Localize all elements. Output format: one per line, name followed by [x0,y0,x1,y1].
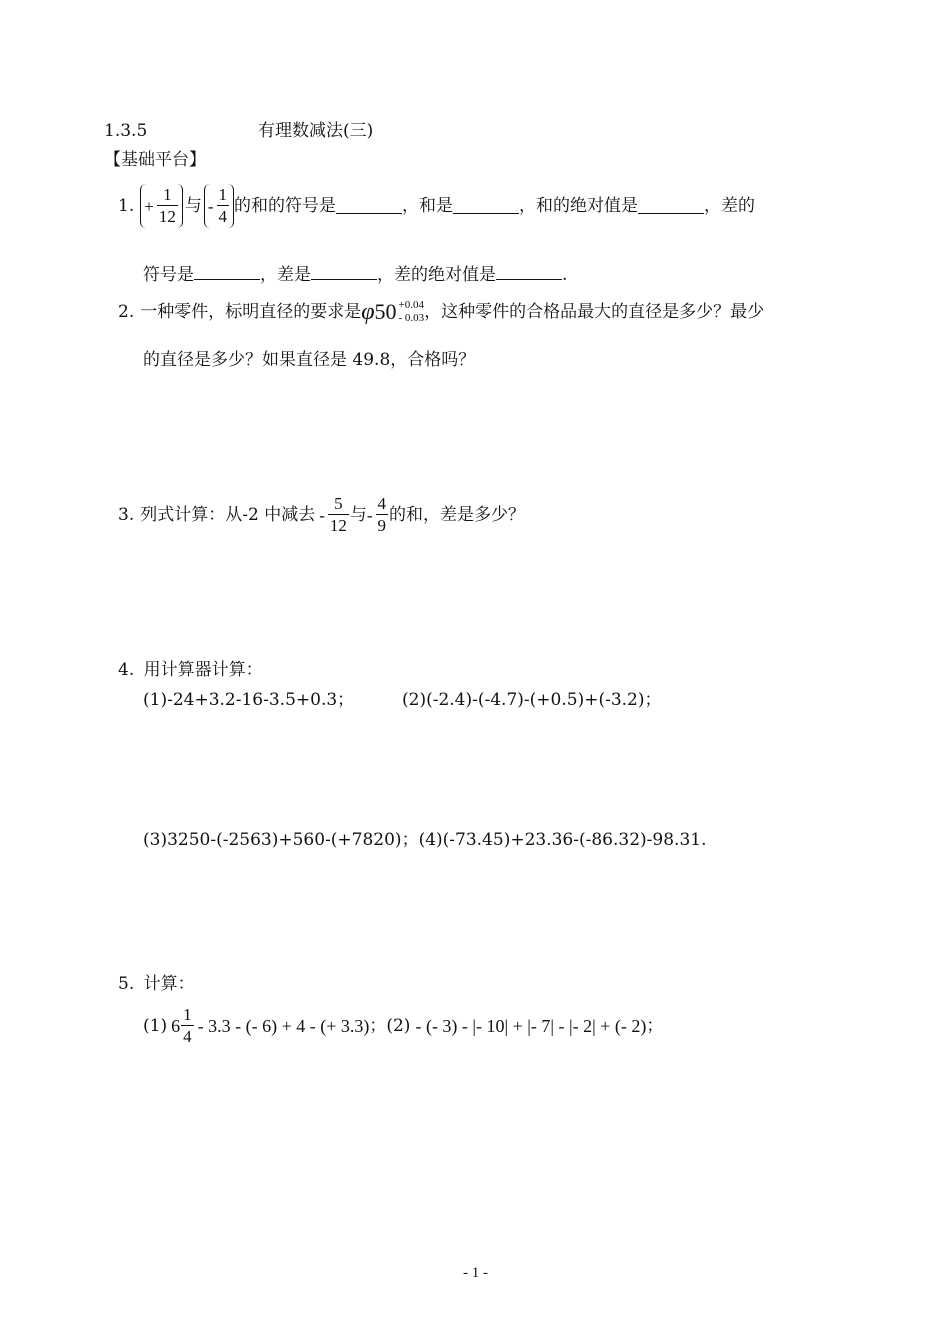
diameter-base: 50 [374,299,397,324]
denominator: 4 [183,1027,192,1046]
part-label: (2) [386,1015,411,1036]
question-3 [118,492,525,538]
question-2-line-1 [118,292,764,332]
minus-sign: - [366,505,373,525]
question-4-parts-3-4: (3)3250-(-2563)+560-(+7820)；(4)(-73.45)+23.36-(-86.32)-98.31. [143,830,707,850]
question-text: 列式计算：从-2 中减去 [140,504,316,525]
fraction-minus-1-4 [204,184,234,228]
fraction-plus-1-12 [140,184,183,228]
minus-sign: - [319,505,325,525]
page-number: - 1 - [463,1265,488,1281]
question-text: ，这种零件的合格品最大的直径是多少？最少 [424,301,765,322]
tolerance-lower: - 0.03 [398,312,425,324]
phi-symbol: φ [361,299,375,325]
denominator: 4 [218,207,227,226]
numerator: 4 [377,494,387,514]
numerator: 1 [163,185,172,205]
punctuation: ； [646,1015,664,1036]
expression: - (- 3) - |- 10| + |- 7| - |- 2| + (- 2) [415,1016,647,1036]
question-text: 的和的符号是 [234,195,336,216]
question-text: ，差是 [260,265,311,285]
question-1-line-2 [143,265,567,284]
diameter-spec [361,299,424,324]
question-text: ，和是 [402,195,453,216]
fraction-1-4 [181,1006,194,1046]
question-text: 一种零件，标明直径的要求是 [140,301,362,322]
question-1-line-1 [118,184,755,228]
question-number: 5. [118,974,135,994]
question-4-title [118,662,263,679]
question-text: ，和的绝对值是 [519,195,638,216]
sign: - [207,196,214,216]
question-text: 计算： [143,974,195,994]
fraction [217,186,230,226]
tolerance [399,299,425,324]
question-2-line-2: 的直径是多少？如果直径是 49.8，合格吗？ [143,350,476,370]
tolerance-upper: +0.04 [398,299,424,312]
expression: - 3.3 - (- 6) + 4 - (+ 3.3) [197,1016,370,1036]
conjunction: 与 [184,195,202,216]
section-number: 1.3.5 [104,121,148,141]
answer-blank-diff-abs[interactable] [496,265,562,280]
numerator: 1 [183,1005,192,1025]
fraction-4-9 [376,495,389,535]
question-5-title [118,976,195,993]
question-number: 4. [118,660,135,680]
question-text: 用计算器计算： [143,660,263,680]
question-text: . [562,265,568,285]
question-text: 与 [349,504,367,525]
answer-blank-diff[interactable] [311,265,377,280]
question-5-parts [143,1002,663,1050]
fraction [157,186,178,226]
question-4-part-2: (2)(-2.4)-(-4.7)-(+0.5)+(-3.2)； [402,690,662,710]
question-text: ，差的绝对值是 [377,265,496,285]
answer-blank-sum-sign[interactable] [336,199,402,214]
question-number: 2. [118,301,135,322]
question-text: 的和，差是多少？ [389,504,526,525]
section-heading: 【基础平台】 [104,150,206,170]
punctuation: ； [369,1015,387,1036]
sign: + [144,196,154,216]
question-text: ，差的 [704,195,755,216]
answer-blank-sum[interactable] [453,199,519,214]
numerator: 5 [334,494,343,514]
part-label: (1) [143,1015,168,1036]
page-title: 有理数减法(三) [258,121,374,141]
mixed-number-whole: 6 [171,1016,181,1036]
answer-blank-sum-abs[interactable] [638,199,704,214]
answer-blank-diff-sign[interactable] [194,265,260,280]
fraction-5-12 [328,495,349,535]
numerator: 1 [218,185,227,205]
denominator: 12 [329,516,347,535]
question-number: 3. [118,504,135,525]
question-text: 符号是 [143,265,194,285]
question-number: 1. [118,195,135,216]
denominator: 12 [158,207,176,226]
denominator: 9 [377,516,387,535]
question-4-part-1: (1)-24+3.2-16-3.5+0.3； [143,690,355,710]
